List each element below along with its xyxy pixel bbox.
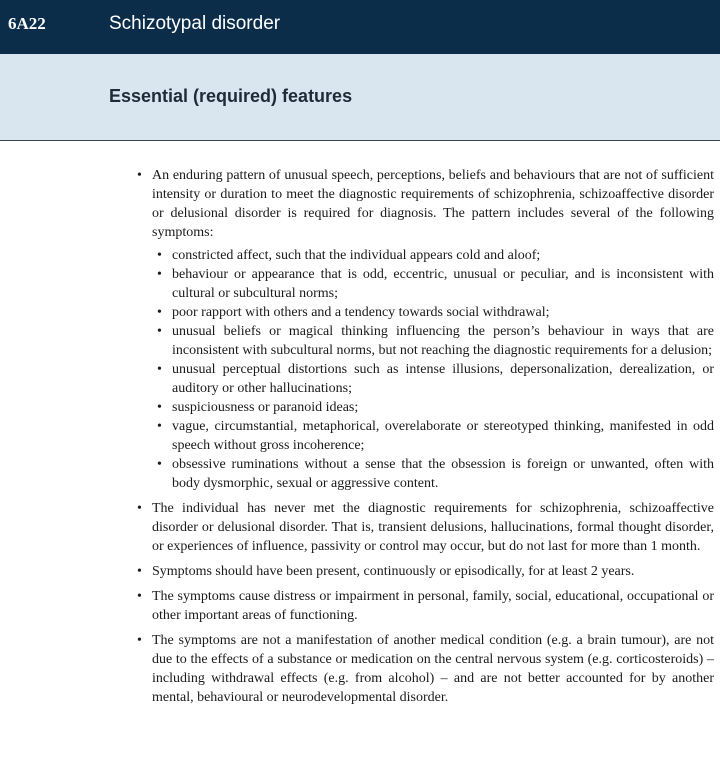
section-title: Essential (required) features <box>109 86 353 106</box>
diagnosis-code: 6A22 <box>8 14 46 33</box>
section-header <box>0 54 720 141</box>
symptom-item: • poor rapport with others and a tendency towards social withdrawal; <box>152 303 714 322</box>
feature-item: • Symptoms should have been present, continuously or episodically, for at least 2 years. <box>136 562 714 581</box>
features-content <box>136 166 714 713</box>
feature-item: • The symptoms cause distress or impairment in personal, family, social, educational, occupational or other important areas of functioning. <box>136 587 714 625</box>
symptom-item: • unusual beliefs or magical thinking influencing the person’s behaviour in ways that are inconsistent with subcultural norms, but not reaching the diagnostic requirements for a delusion; <box>152 322 714 360</box>
feature-item: • The symptoms are not a manifestation of another medical condition (e.g. a brain tumour), are not due to the effects of a substance or medication on the central nervous system (e.g. corticosteroids) – including withdrawal effects (e.g. from alcohol) – and are not better accounted for by another mental, behavioural or neurodevelopmental disorder. <box>136 631 714 707</box>
symptom-item: • obsessive ruminations without a sense that the obsession is foreign or unwanted, often with body dysmorphic, sexual or aggressive content. <box>152 455 714 493</box>
symptom-item: • constricted affect, such that the individual appears cold and aloof; <box>152 246 714 265</box>
feature-item <box>136 166 714 493</box>
symptom-item: • suspiciousness or paranoid ideas; <box>152 398 714 417</box>
feature-text: An enduring pattern of unusual speech, perceptions, beliefs and behaviours that are not of sufficient intensity or duration to meet the diagnostic requirements of schizophrenia, schizoaffective disorder or delusional disorder is required for diagnosis. The pattern includes several of the following symptoms: <box>152 168 714 240</box>
symptom-item: • vague, circumstantial, metaphorical, overelaborate or stereotyped thinking, manifested in odd speech without gross incoherence; <box>152 417 714 455</box>
symptom-item: • behaviour or appearance that is odd, eccentric, unusual or peculiar, and is inconsistent with cultural or subcultural norms; <box>152 265 714 303</box>
diagnosis-title: Schizotypal disorder <box>109 13 281 34</box>
symptoms-list <box>152 246 714 493</box>
features-list <box>136 166 714 707</box>
symptom-item: • unusual perceptual distortions such as intense illusions, depersonalization, derealization, or auditory or other hallucinations; <box>152 360 714 398</box>
header-bar <box>0 0 720 54</box>
feature-item: • The individual has never met the diagnostic requirements for schizophrenia, schizoaffective disorder or delusional disorder. That is, transient delusions, hallucinations, formal thought disorder, or experiences of influence, passivity or control may occur, but do not last for more than 1 month. <box>136 499 714 556</box>
